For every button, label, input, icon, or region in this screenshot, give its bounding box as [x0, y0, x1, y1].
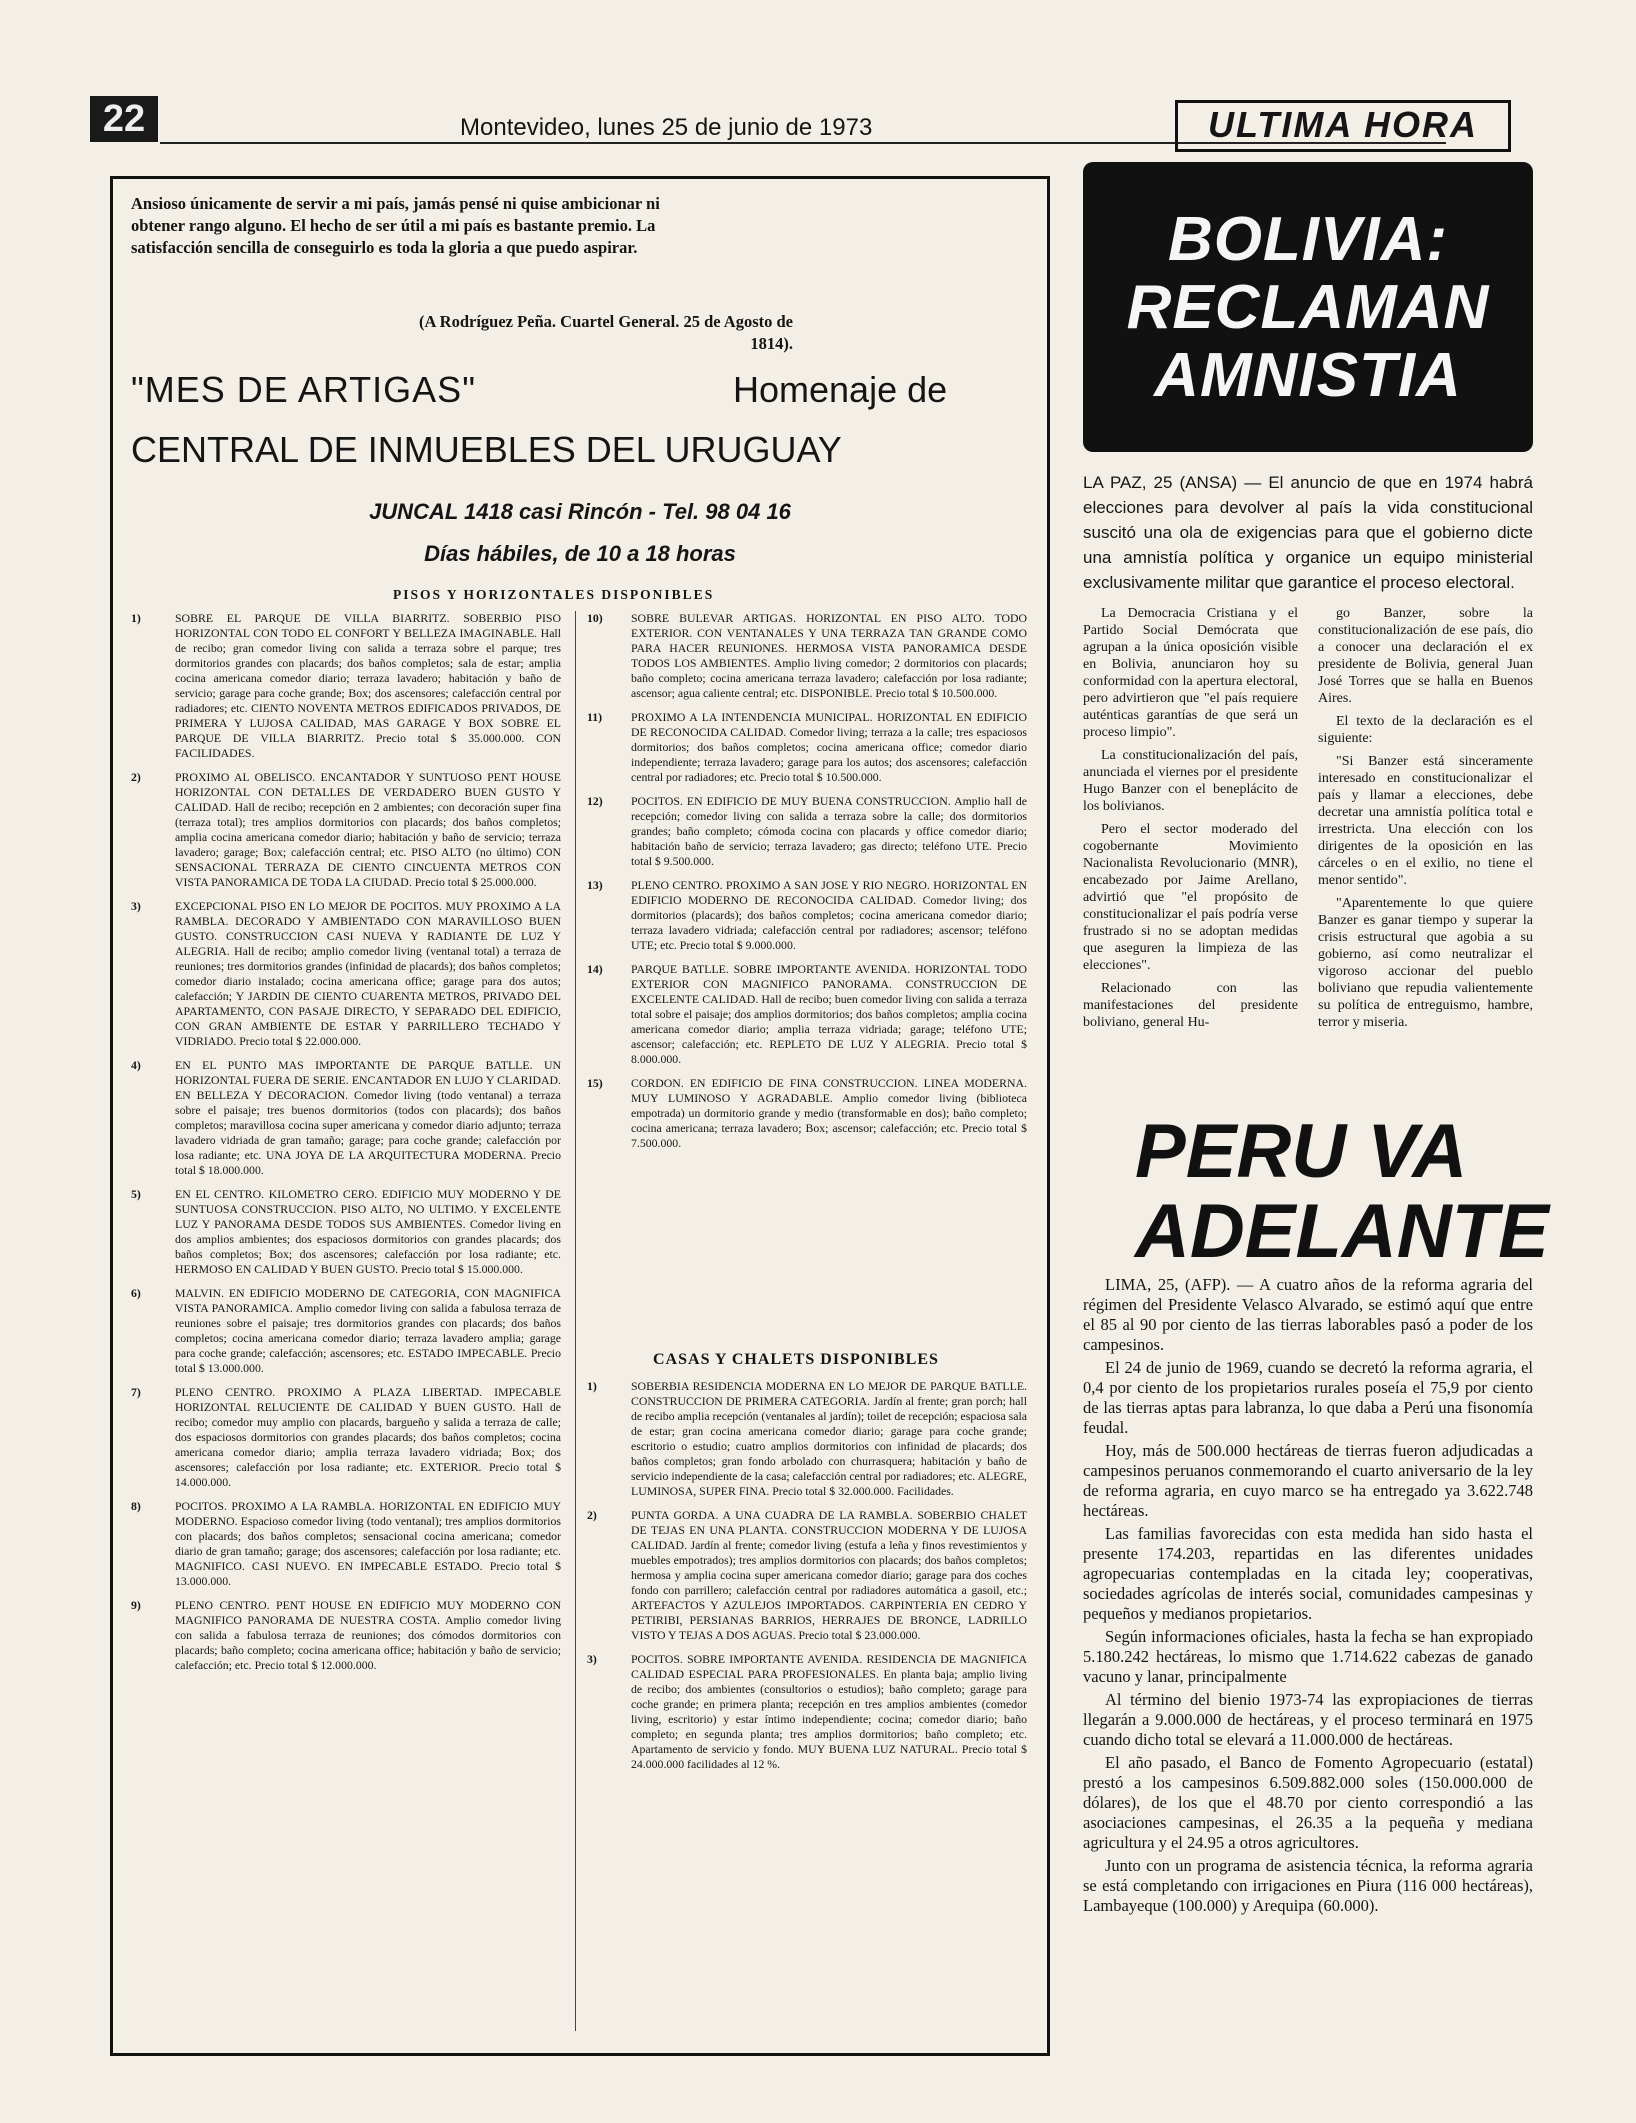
listing-text: PROXIMO AL OBELISCO. ENCANTADOR Y SUNTUOSO PENT HOUSE HORIZONTAL CON DETALLES DE VERDADERO BUEN GUSTO Y CALIDAD. Hall de recibo; recepción en 2 ambientes; con decoración super fina (terraza total); tres amplios dormitorios con placards; dos baños completos; amplia cocina americana comedor diario; habitación y baño de servicio; terraza lavadero; garage; Box; calefacción central; etc. PISO ALTO (no último) CON SENSACIONAL TERRAZA DE CIENTO CINCUENTA METROS CON VISTA PANORAMICA DE TODA LA CIUDAD. Precio total $ 25.000.000. — [175, 770, 561, 889]
peru-headline-line1: PERU VA — [1135, 1109, 1468, 1194]
artigas-quote: Ansioso únicamente de servir a mi país, jamás pensé ni quise ambicionar ni obtener rango alguno. El hecho de ser útil a mi país es bastante premio. La satisfacción sencilla de conseguirlo es toda la gloria a que puedo aspirar. — [131, 194, 660, 257]
listing-item — [587, 710, 1027, 785]
ad-title-homenaje: Homenaje de — [733, 369, 948, 410]
article-paragraph: Junto con un programa de asistencia técnica, la reforma agraria se está completando con irrigaciones en Piura (116 000 hectáreas), Lambayeque (100.000) y Arequipa (60.000). — [1083, 1856, 1533, 1915]
listing-text: POCITOS. EN EDIFICIO DE MUY BUENA CONSTRUCCION. Amplio hall de recepción; comedor living con salida a terraza sobre la calle; dos dormitorios grandes; baño completo; cómoda cocina con placards y office comedor diario; habitación baño de servicio; terraza lavadero; gas directo; teléfono UTE. Precio total $ 9.500.000. — [631, 794, 1027, 868]
listing-item — [587, 962, 1027, 1067]
listing-text: PLENO CENTRO. PROXIMO A PLAZA LIBERTAD. IMPECABLE HORIZONTAL RELUCIENTE DE CALIDAD Y BUEN GUSTO. Hall de recibo; comedor muy amplio con placards, bargueño y salida a terraza de calle; dos espaciosos dormitorios con grandes placards; dos baños completos; cocina americana comedor diario; amplia terraza lavadero vidriada; Box; dos ascensores; calefacción por losa radiante; etc. EXTERIOR. Precio total $ 14.000.000. — [175, 1385, 561, 1489]
article-paragraph: Relacionado con las manifestaciones del presidente boliviano, general Hu- — [1083, 981, 1298, 1030]
listing-item — [131, 611, 561, 761]
listing-number: 7) — [131, 1385, 141, 1399]
section-casas-heading: CASAS Y CHALETS DISPONIBLES — [653, 1351, 939, 1368]
listing-item — [131, 1499, 561, 1589]
ad-hours: Días hábiles, de 10 a 18 horas — [424, 541, 736, 566]
pisos-list-left — [131, 611, 561, 1682]
bolivia-column-2 — [1318, 605, 1533, 1037]
column-divider — [575, 611, 576, 2031]
listing-number: 8) — [131, 1499, 141, 1513]
article-paragraph: El 24 de junio de 1969, cuando se decretó la reforma agraria, el 0,4 por ciento de los propietarios rurales poseía el 75,9 por ciento de las tierras aptas para labranza, lo que daba a Perú una fisonomía feudal. — [1083, 1358, 1533, 1437]
article-paragraph: go Banzer, sobre la constitucionalización de ese país, dio a conocer una declaración el ex presidente de Bolivia, general Juan José Torres que se halla en Buenos Aires. — [1318, 606, 1533, 706]
article-paragraph: Pero el sector moderado del cogobernante Movimiento Nacionalista Revolucionario (MNR), encabezado por Jaime Arellano, advirtió que "el propósito de constitucionalizar el país podría verse frustrado si no se adoptan medidas que aseguren la limpieza de las elecciones". — [1083, 822, 1298, 973]
listing-text: POCITOS. PROXIMO A LA RAMBLA. HORIZONTAL EN EDIFICIO MUY MODERNO. Espacioso comedor living (todo ventanal); tres amplios dormitorios con placards; dos baños completos; sensacional cocina americana; comedor diario de gran tamaño; garage; dos ascensores; calefacción por losa radiante; etc. MAGNIFICO. CASI NUEVO. EN IMPECABLE ESTADO. Precio total $ 13.000.000. — [175, 1499, 561, 1588]
article-paragraph: El año pasado, el Banco de Fomento Agropecuario (estatal) prestó a los campesinos 6.509.882.000 soles (150.000.000 de dólares), de los que el 48.70 por ciento correspondió a las asociaciones campesinas, el 26.35 a la pequeña y mediana agricultura y el 24.95 a otros agricultores. — [1083, 1753, 1533, 1852]
listing-number: 3) — [587, 1652, 597, 1666]
listing-number: 2) — [587, 1508, 597, 1522]
listing-item — [131, 1598, 561, 1673]
listing-item — [131, 1058, 561, 1178]
pisos-list-right — [587, 611, 1027, 1160]
article-paragraph: Hoy, más de 500.000 hectáreas de tierras fueron adjudicadas a campesinos peruanos conmemorando el cuarto aniversario de la ley de reforma agraria, en cuyo marco se ha entregado ya 3.622.748 hectáreas. — [1083, 1441, 1533, 1520]
ad-title-company: CENTRAL DE INMUEBLES DEL URUGUAY — [131, 429, 842, 470]
page-number: 22 — [90, 96, 158, 142]
peru-headline — [1135, 1109, 1555, 1274]
listing-text: PLENO CENTRO. PENT HOUSE EN EDIFICIO MUY MODERNO CON MAGNIFICO PANORAMA DE NUESTRA COSTA. Amplio comedor living con salida a fabulosa terraza de reuniones; dos cómodos dormitorios con placards; baño completo; cocina americana office; habitación y baño de servicio; calefacción; etc. Precio total $ 12.000.000. — [175, 1598, 561, 1672]
listing-number: 10) — [587, 611, 603, 625]
casas-list — [587, 1379, 1027, 1781]
listing-item — [131, 770, 561, 890]
listing-text: PLENO CENTRO. PROXIMO A SAN JOSE Y RIO NEGRO. HORIZONTAL EN EDIFICIO MODERNO DE RECONOCIDA CALIDAD. Comedor living; dos dormitorios (placards); dos baños completos; cocina americana comedor diario; terraza lavadero vidriada; calefacción central por radiadores; ascensor; teléfono UTE; etc. Precio total $ 9.000.000. — [631, 878, 1027, 952]
listing-number: 3) — [131, 899, 141, 913]
bolivia-lead: LA PAZ, 25 (ANSA) — El anuncio de que en 1974 habrá elecciones para devolver al país la vida constitucional suscitó una ola de exigencias para que el gobierno dicte una amnistía política y organice un equipo ministerial exclusivamente militar que garantice el proceso electoral. — [1083, 473, 1533, 592]
article-paragraph: "Aparentemente lo que quiere Banzer es ganar tiempo y superar la crisis estructural que agobia a su gobierno, así como neutralizar el vigoroso accionar del pueblo boliviano que repudia valientemente su política de entreguismo, hambre, terror y miseria. — [1318, 896, 1533, 1030]
listing-text: SOBRE EL PARQUE DE VILLA BIARRITZ. SOBERBIO PISO HORIZONTAL CON TODO EL CONFORT Y BELLEZA IMAGINABLE. Hall de recibo; gran comedor living con salida a terraza sobre el parque; tres dormitorios grandes con placards; dos baños completos; sala de estar; amplia cocina americana comedor diario; terraza lavadero; habitación y baño de servicio; garage para coche grande; Box; dos ascensores; calefacción central por radiadores; etc. CIENTO NOVENTA METROS EDIFICADOS PRIVADOS, DE PRIMERA Y LUJOSA CALIDAD, MAS GARAGE Y BOX SOBRE EL PARQUE DE VILLA BIARRITZ. Precio total $ 35.000.000. CON FACILIDADES. — [175, 611, 561, 760]
listing-number: 13) — [587, 878, 603, 892]
listing-text: POCITOS. SOBRE IMPORTANTE AVENIDA. RESIDENCIA DE MAGNIFICA CALIDAD ESPECIAL PARA PROFESIONALES. En planta baja; amplio living de recibo; dos ambientes (consultorios o estudios); baño completo; garage para coche grande; en primera planta; recepción en tres amplios ambientes (comedor living, escritorio) y estar íntimo independiente; cocina; comedor diario; baño completo; en segunda planta; tres amplios dormitorios; baño completo; etc. Apartamento de servicio y fondo. MUY BUENA LUZ NATURAL. Precio total $ 24.000.000 facilidades al 12 %. — [631, 1652, 1027, 1771]
bolivia-headline-line1: BOLIVIA: — [1167, 205, 1449, 274]
listing-item — [131, 1286, 561, 1376]
listing-text: EN EL PUNTO MAS IMPORTANTE DE PARQUE BATLLE. UN HORIZONTAL FUERA DE SERIE. ENCANTADOR EN LUJO Y CLARIDAD. EN BELLEZA Y DECORACION. Comedor living (todo ventanal) a terraza sobre el paisaje; tres buenos dormitorios (todos con placards); dos baños completos; maravillosa cocina super americana y comedor diario adjunto; terraza lavadero vidriada de gran tamaño; garage; para coche grande; calefacción por losa radiante; etc. UNA JOYA DE LA ARQUITECTURA MODERNA. Precio total $ 18.000.000. — [175, 1058, 561, 1177]
listing-number: 6) — [131, 1286, 141, 1300]
listing-number: 11) — [587, 710, 603, 724]
listing-number: 4) — [131, 1058, 141, 1072]
article-paragraph: La Democracia Cristiana y el Partido Social Demócrata que agrupan a la única oposición visible en Bolivia, anunciaron hoy su conformidad con la apertura electoral, pero advirtieron que "el país requiere auténticas garantías de que será un proceso limpio". — [1083, 606, 1298, 740]
listing-text: SOBERBIA RESIDENCIA MODERNA EN LO MEJOR DE PARQUE BATLLE. CONSTRUCCION DE PRIMERA CATEGORIA. Jardín al frente; gran porch; hall de recibo amplia recepción (ventanales al jardín); toilet de recepción; espaciosa sala de estar; gran cocina americana comedor diario; garage para coche grande; escritorio o estudio; cuatro amplios dormitorios con infinidad de placards; dos baños completos; gran fondo arbolado con churrasquera; habitación y baño de servicio independiente de la casa; calefacción central por radiadores; etc. ALEGRE, LUMINOSA, SUPER FINA. Precio total $ 32.000.000. Facilidades. — [631, 1379, 1027, 1498]
listing-text: PARQUE BATLLE. SOBRE IMPORTANTE AVENIDA. HORIZONTAL TODO EXTERIOR CON MAGNIFICO PANORAMA. CONSTRUCCION DE EXCELENTE CALIDAD. Hall de recibo; buen comedor living con salida a terraza total sobre el paisaje; dos amplios dormitorios; dos baños completos; amplia cocina americana comedor diario; amplia terraza vidriada; garage; teléfono UTE; ascensor; calefacción; etc. REPLETO DE LUZ Y ALEGRIA. Precio total $ 8.000.000. — [631, 962, 1027, 1066]
bolivia-column-1 — [1083, 605, 1298, 1037]
listing-item — [587, 878, 1027, 953]
listing-item — [587, 1076, 1027, 1151]
peru-headline-line2: ADELANTE — [1135, 1189, 1549, 1274]
listing-number: 1) — [131, 611, 141, 625]
listing-text: PUNTA GORDA. A UNA CUADRA DE LA RAMBLA. SOBERBIO CHALET DE TEJAS EN UNA PLANTA. CONSTRUCCION MODERNA Y DE LUJOSA CALIDAD. Jardín al frente; comedor living (estufa a leña y finos revestimientos y muebles empotrados); tres amplios dormitorios con placards; dos baños completos; hermosa y amplia cocina super americana comedor diario; garage para dos coches fondo con parrillero; calefacción central por radiadores automática a gasoil, etc.; ARTEFACTOS Y AZULEJOS IMPORTADOS. CARPINTERIA EN CEDRO Y PETIRIBI, PERSIANAS BARRIOS, HERRAJES DE BRONCE, LADRILLO VISTO Y TEJAS A DOS AGUAS. Precio total $ 23.000.000. — [631, 1508, 1027, 1642]
article-paragraph: Las familias favorecidas con esta medida han sido hasta el presente 174.203, repartidas en las diferentes unidades agropecuarias contempladas en la citada ley; cooperativas, sociedades agrícolas de interés social, comunidades campesinas y pequeños y medianos propietarios. — [1083, 1524, 1533, 1623]
listing-item — [131, 1187, 561, 1277]
listing-item — [587, 1379, 1027, 1499]
bolivia-headline-box — [1083, 162, 1533, 452]
dateline: Montevideo, lunes 25 de junio de 1973 — [460, 114, 873, 141]
listing-text: EN EL CENTRO. KILOMETRO CERO. EDIFICIO MUY MODERNO Y DE SUNTUOSA CONSTRUCCION. PISO ALTO, NO ULTIMO. Y EXCELENTE LUZ Y PANORAMA DESDE TODOS SUS AMBIENTES. Comedor living en dos amplios ambientes; dos espaciosos dormitorios con grandes placards; dos baños completos; Box; dos ascensores; calefacción por losa radiante; etc. HERMOSO EN CALIDAD Y BUEN GUSTO. Precio total $ 15.000.000. — [175, 1187, 561, 1276]
ad-address: JUNCAL 1418 casi Rincón - Tel. 98 04 16 — [369, 499, 791, 524]
quote-source: (A Rodríguez Peña. Cuartel General. 25 de Agosto de 1814). — [419, 312, 793, 353]
listing-text: CORDON. EN EDIFICIO DE FINA CONSTRUCCION. LINEA MODERNA. MUY LUMINOSO Y AGRADABLE. Amplio comedor living (biblioteca empotrada) un dormitorio grande y medio (transformable en dos); baño completo; cocina americana; terraza lavadero; Box; ascensor; calefacción; etc. Precio total $ 7.500.000. — [631, 1076, 1027, 1150]
listing-text: MALVIN. EN EDIFICIO MODERNO DE CATEGORIA, CON MAGNIFICA VISTA PANORAMICA. Amplio comedor living con salida a fabulosa terraza de reuniones sobre el paisaje; tres dormitorios grandes con placards; dos baños completos; cocina americana comedor diario; terraza lavadero amplia; garage para coche grande; calefacción; ascensores; etc. ESTADO IMPECABLE. Precio total $ 13.000.000. — [175, 1286, 561, 1375]
peru-article — [1083, 1275, 1533, 1919]
listing-item — [587, 794, 1027, 869]
listing-number: 12) — [587, 794, 603, 808]
article-paragraph: La constitucionalización del país, anunciada el viernes por el presidente Hugo Banzer con el beneplácito de los bolivianos. — [1083, 748, 1298, 814]
listing-item — [131, 899, 561, 1049]
listing-text: PROXIMO A LA INTENDENCIA MUNICIPAL. HORIZONTAL EN EDIFICIO DE RECONOCIDA CALIDAD. Comedor living; terraza a la calle; tres espaciosos dormitorios; dos baños completos; cocina americana office; comedor diario independiente; terraza lavadero; garage para los autos; dos ascensores; calefacción central por radiadores; etc. Precio total $ 10.500.000. — [631, 710, 1027, 784]
listing-text: EXCEPCIONAL PISO EN LO MEJOR DE POCITOS. MUY PROXIMO A LA RAMBLA. DECORADO Y AMBIENTADO CON MARAVILLOSO BUEN GUSTO. CONSTRUCCION CASI NUEVA Y RADIANTE DE LUZ Y ALEGRIA. Hall de recibo; amplio comedor living (ventanal total) a terraza de reuniones; tres dormitorios grandes (infinidad de placards); dos baños completos; comedor diario instalado; cocina americana office; garage para dos autos; calefacción; Y JARDIN DE CIENTO CUARENTA METROS, PRIVADO DEL APARTAMENTO, CON PASAJE DIRECTO, Y SEPARADO DEL EDIFICIO, CON GRAN AMBIENTE DE ESTAR Y PARRILLERO TECHADO Y VIDRIADO. Precio total $ 22.000.000. — [175, 899, 561, 1048]
article-paragraph: Al término del bienio 1973-74 las expropiaciones de tierras llegarán a 9.000.000 de hectáreas, y el proceso terminará en 1975 cuando dicho total se elevará a 11.000.000 de hectáreas. — [1083, 1690, 1533, 1749]
listing-number: 5) — [131, 1187, 141, 1201]
listing-item — [587, 1508, 1027, 1643]
section-pisos-heading: PISOS Y HORIZONTALES DISPONIBLES — [393, 587, 715, 602]
article-paragraph: LIMA, 25, (AFP). — A cuatro años de la reforma agraria del régimen del Presidente Velasco Alvarado, se estimó aquí que entre el 85 al 90 por ciento de las tierras laborables pasó a poder de los campesinos. — [1083, 1275, 1533, 1354]
article-paragraph: "Si Banzer está sinceramente interesado en constitucionalizar el país y llamar a elecciones, debe decretar una amnistía política total e irrestricta. Una elección con los dirigentes de la oposición en las cárceles o en el exilio, no tiene el menor sentido". — [1318, 754, 1533, 888]
listing-item — [131, 1385, 561, 1490]
listing-number: 15) — [587, 1076, 603, 1090]
listing-item — [587, 1652, 1027, 1772]
listing-number: 1) — [587, 1379, 597, 1393]
ad-title-mes-de-artigas: "MES DE ARTIGAS" — [131, 369, 476, 410]
real-estate-ad — [110, 176, 1050, 2056]
article-paragraph: El texto de la declaración es el siguiente: — [1318, 714, 1533, 746]
bolivia-headline-line2: RECLAMAN — [1126, 273, 1490, 342]
article-paragraph: Según informaciones oficiales, hasta la fecha se han expropiado 5.180.242 hectáreas, lo mismo que 1.714.622 cabezas de ganado vacuno y lanar, principalmente — [1083, 1627, 1533, 1686]
listing-item — [587, 611, 1027, 701]
listing-number: 14) — [587, 962, 603, 976]
listing-number: 9) — [131, 1598, 141, 1612]
listing-number: 2) — [131, 770, 141, 784]
masthead-logo: ULTIMA HORA — [1175, 100, 1511, 152]
bolivia-headline-line3: AMNISTIA — [1154, 341, 1462, 410]
listing-text: SOBRE BULEVAR ARTIGAS. HORIZONTAL EN PISO ALTO. TODO EXTERIOR. CON VENTANALES Y UNA TERRAZA TAN GRANDE COMO PARA HACER REUNIONES. HERMOSA VISTA PANORAMICA DESDE TODOS LOS AMBIENTES. Amplio living comedor; 2 dormitorios con placards; baño completo; cocina americana terraza lavadero; calefacción por losa radiante; ascensor; agua caliente central; etc. DISPONIBLE. Precio total $ 10.500.000. — [631, 611, 1027, 700]
